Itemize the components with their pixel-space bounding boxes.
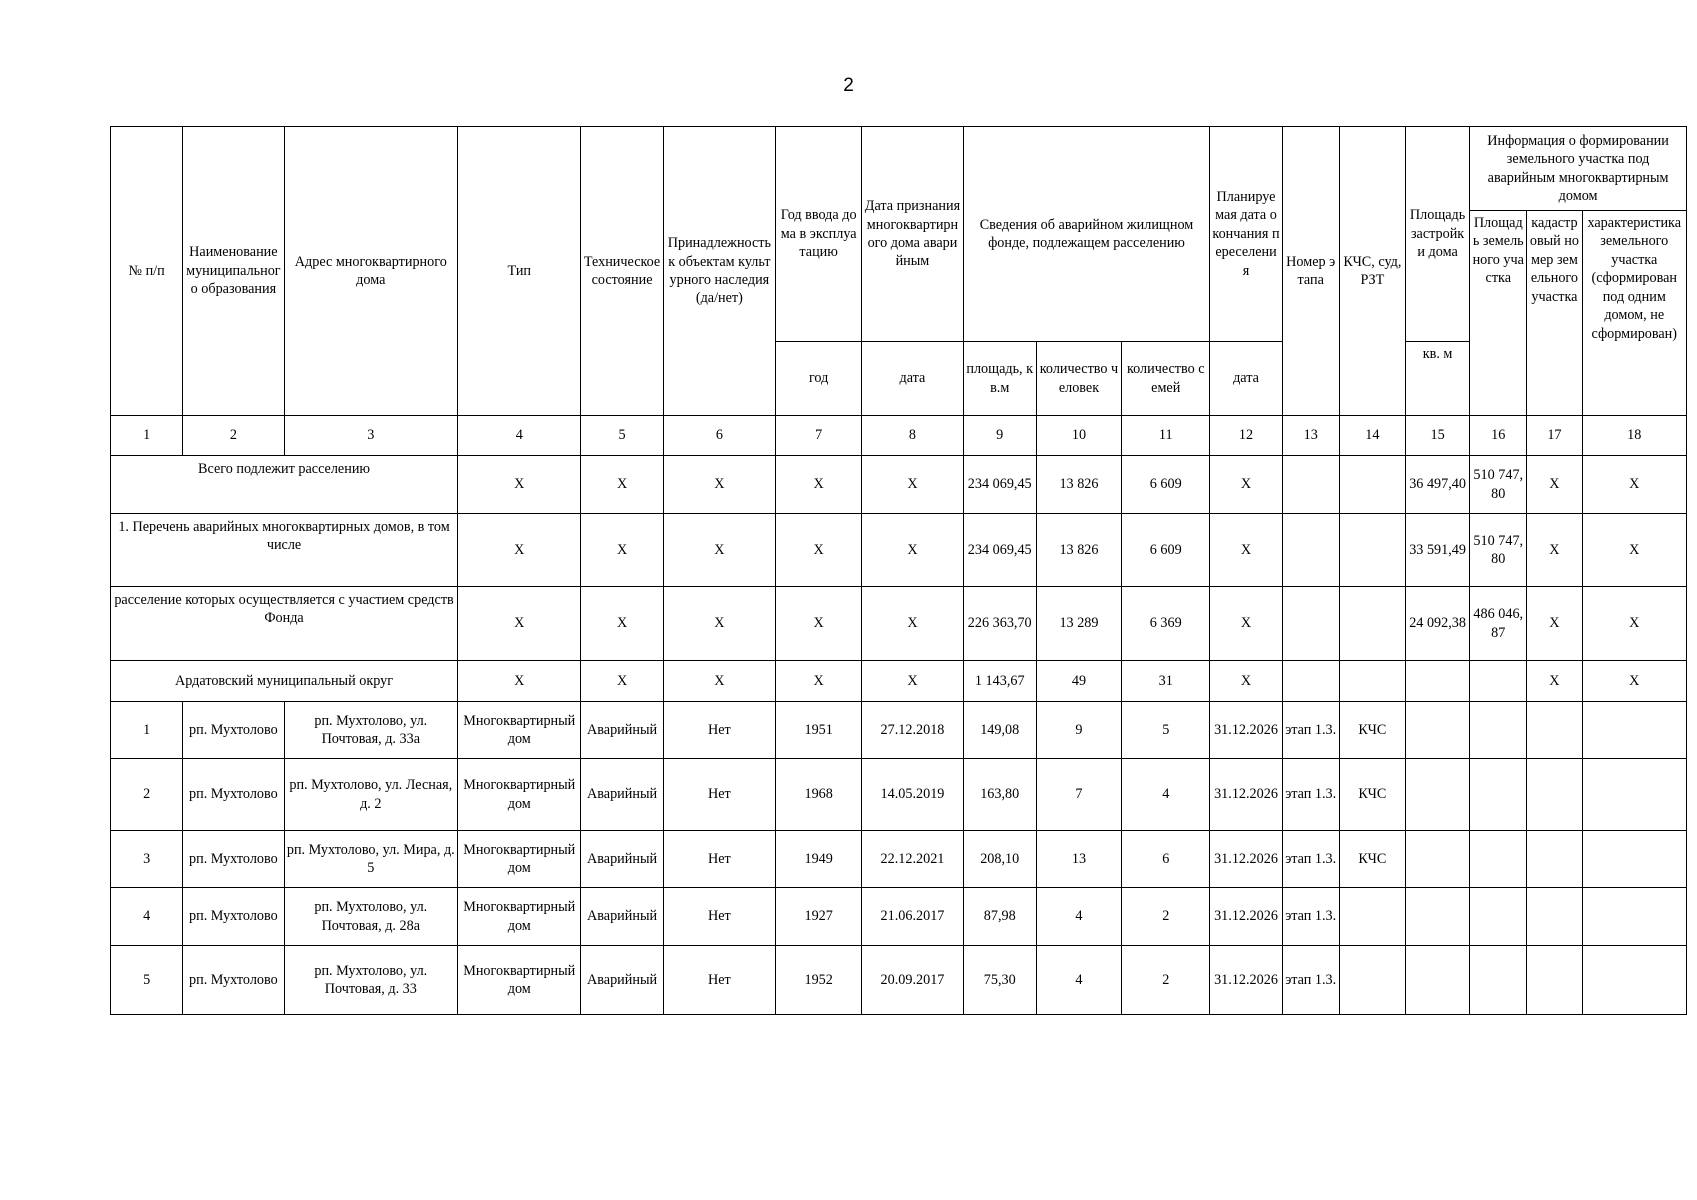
type-cell: Многоквартирный дом (458, 831, 581, 888)
address-cell: рп. Мухтолово, ул. Почтовая, д. 33 (284, 946, 458, 1015)
summary-cell-c11: 6 369 (1122, 587, 1210, 661)
header-building-area: Площадь застройки дома (1405, 127, 1469, 342)
header-resettlement-group: Сведения об аварийном жилищном фонде, подлежащем расселению (963, 127, 1210, 342)
building-area-cell (1405, 702, 1469, 759)
kchs-cell: КЧС (1339, 831, 1405, 888)
summary-cell-c11: 6 609 (1122, 456, 1210, 514)
stage-cell: этап 1.3. (1282, 759, 1339, 831)
building-area-cell (1405, 946, 1469, 1015)
emergency-date-cell: 14.05.2019 (862, 759, 963, 831)
column-number: 7 (776, 416, 862, 456)
header-land-area: Площадь земельного участка (1470, 211, 1527, 416)
families-cell: 4 (1122, 759, 1210, 831)
header-planned-end-date: Планируемая дата окончания переселения (1210, 127, 1282, 342)
summary-cell-c15: 33 591,49 (1405, 514, 1469, 587)
summary-cell-c9: 234 069,45 (963, 456, 1036, 514)
cadastral-cell (1527, 888, 1582, 946)
table-row (111, 759, 1687, 831)
people-cell: 4 (1036, 946, 1121, 1015)
summary-cell-c8: Х (862, 661, 963, 702)
land-area-cell (1470, 946, 1527, 1015)
municipality-cell: рп. Мухтолово (183, 702, 284, 759)
heritage-cell: Нет (663, 759, 775, 831)
kchs-cell (1339, 888, 1405, 946)
year-cell: 1968 (776, 759, 862, 831)
summary-cell-c9: 226 363,70 (963, 587, 1036, 661)
year-cell: 1951 (776, 702, 862, 759)
people-cell: 13 (1036, 831, 1121, 888)
summary-cell-c6: Х (663, 587, 775, 661)
summary-cell-c13 (1282, 514, 1339, 587)
state-cell: Аварийный (581, 888, 663, 946)
summary-row (111, 661, 1687, 702)
land-area-cell (1470, 888, 1527, 946)
summary-cell-c12: Х (1210, 587, 1282, 661)
stage-cell: этап 1.3. (1282, 946, 1339, 1015)
summary-cell-c6: Х (663, 514, 775, 587)
municipality-cell: рп. Мухтолово (183, 831, 284, 888)
heritage-cell: Нет (663, 702, 775, 759)
state-cell: Аварийный (581, 759, 663, 831)
summary-cell-c11: 31 (1122, 661, 1210, 702)
column-number-row (111, 416, 1687, 456)
header-heritage: Принадлежность к объектам культурного наследия (да/нет) (663, 127, 775, 416)
summary-cell-c13 (1282, 456, 1339, 514)
summary-cell-c17: Х (1527, 587, 1582, 661)
header-stage: Номер этапа (1282, 127, 1339, 416)
summary-cell-c6: Х (663, 456, 775, 514)
building-area-cell (1405, 888, 1469, 946)
summary-cell-c17: Х (1527, 514, 1582, 587)
summary-cell-c8: Х (862, 456, 963, 514)
column-number: 17 (1527, 416, 1582, 456)
subheader-families: количество семей (1122, 342, 1210, 416)
column-number: 10 (1036, 416, 1121, 456)
header-type: Тип (458, 127, 581, 416)
header-emergency-date: Дата признания многоквартирного дома аварийным (862, 127, 963, 342)
summary-row (111, 587, 1687, 661)
column-number: 16 (1470, 416, 1527, 456)
emergency-housing-table (110, 126, 1687, 1015)
summary-cell-c13 (1282, 587, 1339, 661)
end-date-cell: 31.12.2026 (1210, 888, 1282, 946)
summary-cell-c14 (1339, 456, 1405, 514)
families-cell: 6 (1122, 831, 1210, 888)
column-number: 15 (1405, 416, 1469, 456)
header-kchs: КЧС, суд, РЗТ (1339, 127, 1405, 416)
summary-cell-c18: Х (1582, 456, 1686, 514)
column-number: 14 (1339, 416, 1405, 456)
summary-cell-c9: 234 069,45 (963, 514, 1036, 587)
address-cell: рп. Мухтолово, ул. Почтовая, д. 33а (284, 702, 458, 759)
land-characteristic-cell (1582, 946, 1686, 1015)
row-number: 4 (111, 888, 183, 946)
summary-cell-c7: Х (776, 587, 862, 661)
page-number: 2 (843, 75, 854, 96)
state-cell: Аварийный (581, 831, 663, 888)
header-year-built: Год ввода дома в эксплуатацию (776, 127, 862, 342)
subheader-date: дата (862, 342, 963, 416)
column-number: 6 (663, 416, 775, 456)
summary-cell-c4: Х (458, 661, 581, 702)
families-cell: 2 (1122, 946, 1210, 1015)
row-number: 3 (111, 831, 183, 888)
subheader-sq-m: кв. м (1405, 342, 1469, 416)
column-number: 12 (1210, 416, 1282, 456)
header-municipality: Наименование муниципального образования (183, 127, 284, 416)
summary-label: 1. Перечень аварийных многоквартирных домов, в том числе (111, 514, 458, 587)
table-row (111, 702, 1687, 759)
area-cell: 75,30 (963, 946, 1036, 1015)
header-land-plot-group: Информация о формировании земельного участка под аварийным многоквартирным домом (1470, 127, 1687, 211)
area-cell: 149,08 (963, 702, 1036, 759)
land-area-cell (1470, 759, 1527, 831)
summary-label: Ардатовский муниципальный округ (111, 661, 458, 702)
table-row (111, 831, 1687, 888)
building-area-cell (1405, 831, 1469, 888)
header-address: Адрес многоквартирного дома (284, 127, 458, 416)
summary-label: расселение которых осуществляется с участием средств Фонда (111, 587, 458, 661)
summary-cell-c5: Х (581, 587, 663, 661)
summary-cell-c12: Х (1210, 661, 1282, 702)
summary-cell-c4: Х (458, 514, 581, 587)
table-row (111, 888, 1687, 946)
land-characteristic-cell (1582, 759, 1686, 831)
summary-cell-c7: Х (776, 514, 862, 587)
cadastral-cell (1527, 702, 1582, 759)
summary-cell-c17: Х (1527, 661, 1582, 702)
type-cell: Многоквартирный дом (458, 946, 581, 1015)
municipality-cell: рп. Мухтолово (183, 888, 284, 946)
end-date-cell: 31.12.2026 (1210, 702, 1282, 759)
land-characteristic-cell (1582, 702, 1686, 759)
cadastral-cell (1527, 759, 1582, 831)
land-area-cell (1470, 702, 1527, 759)
subheader-year: год (776, 342, 862, 416)
state-cell: Аварийный (581, 946, 663, 1015)
summary-cell-c7: Х (776, 661, 862, 702)
summary-cell-c9: 1 143,67 (963, 661, 1036, 702)
summary-cell-c11: 6 609 (1122, 514, 1210, 587)
kchs-cell: КЧС (1339, 702, 1405, 759)
year-cell: 1927 (776, 888, 862, 946)
subheader-area: площадь, кв.м (963, 342, 1036, 416)
land-characteristic-cell (1582, 888, 1686, 946)
type-cell: Многоквартирный дом (458, 888, 581, 946)
end-date-cell: 31.12.2026 (1210, 831, 1282, 888)
people-cell: 7 (1036, 759, 1121, 831)
summary-cell-c15 (1405, 661, 1469, 702)
column-number: 11 (1122, 416, 1210, 456)
year-cell: 1952 (776, 946, 862, 1015)
summary-cell-c10: 49 (1036, 661, 1121, 702)
row-number: 1 (111, 702, 183, 759)
column-number: 1 (111, 416, 183, 456)
column-number: 13 (1282, 416, 1339, 456)
area-cell: 208,10 (963, 831, 1036, 888)
area-cell: 163,80 (963, 759, 1036, 831)
emergency-date-cell: 21.06.2017 (862, 888, 963, 946)
emergency-date-cell: 22.12.2021 (862, 831, 963, 888)
end-date-cell: 31.12.2026 (1210, 946, 1282, 1015)
summary-cell-c16 (1470, 661, 1527, 702)
emergency-date-cell: 27.12.2018 (862, 702, 963, 759)
summary-cell-c18: Х (1582, 514, 1686, 587)
header-tech-state: Техническое состояние (581, 127, 663, 416)
address-cell: рп. Мухтолово, ул. Лесная, д. 2 (284, 759, 458, 831)
kchs-cell (1339, 946, 1405, 1015)
end-date-cell: 31.12.2026 (1210, 759, 1282, 831)
column-number: 3 (284, 416, 458, 456)
emergency-date-cell: 20.09.2017 (862, 946, 963, 1015)
column-number: 5 (581, 416, 663, 456)
type-cell: Многоквартирный дом (458, 759, 581, 831)
summary-cell-c5: Х (581, 456, 663, 514)
summary-cell-c15: 24 092,38 (1405, 587, 1469, 661)
summary-cell-c10: 13 826 (1036, 456, 1121, 514)
summary-cell-c5: Х (581, 661, 663, 702)
column-number: 9 (963, 416, 1036, 456)
families-cell: 5 (1122, 702, 1210, 759)
heritage-cell: Нет (663, 888, 775, 946)
summary-cell-c12: Х (1210, 514, 1282, 587)
summary-cell-c5: Х (581, 514, 663, 587)
summary-cell-c14 (1339, 587, 1405, 661)
area-cell: 87,98 (963, 888, 1036, 946)
column-number: 4 (458, 416, 581, 456)
summary-cell-c6: Х (663, 661, 775, 702)
summary-cell-c14 (1339, 661, 1405, 702)
row-number: 5 (111, 946, 183, 1015)
column-number: 18 (1582, 416, 1686, 456)
summary-cell-c15: 36 497,40 (1405, 456, 1469, 514)
address-cell: рп. Мухтолово, ул. Мира, д. 5 (284, 831, 458, 888)
summary-cell-c8: Х (862, 514, 963, 587)
summary-cell-c18: Х (1582, 587, 1686, 661)
heritage-cell: Нет (663, 946, 775, 1015)
type-cell: Многоквартирный дом (458, 702, 581, 759)
column-number: 2 (183, 416, 284, 456)
column-number: 8 (862, 416, 963, 456)
summary-label: Всего подлежит расселению (111, 456, 458, 514)
summary-cell-c13 (1282, 661, 1339, 702)
land-characteristic-cell (1582, 831, 1686, 888)
families-cell: 2 (1122, 888, 1210, 946)
heritage-cell: Нет (663, 831, 775, 888)
summary-row (111, 514, 1687, 587)
subheader-end-date: дата (1210, 342, 1282, 416)
municipality-cell: рп. Мухтолово (183, 759, 284, 831)
summary-cell-c4: Х (458, 456, 581, 514)
table-row (111, 946, 1687, 1015)
stage-cell: этап 1.3. (1282, 702, 1339, 759)
summary-cell-c4: Х (458, 587, 581, 661)
header-number: № п/п (111, 127, 183, 416)
summary-cell-c16: 510 747,80 (1470, 456, 1527, 514)
subheader-people: количество человек (1036, 342, 1121, 416)
municipality-cell: рп. Мухтолово (183, 946, 284, 1015)
land-area-cell (1470, 831, 1527, 888)
summary-cell-c12: Х (1210, 456, 1282, 514)
summary-cell-c14 (1339, 514, 1405, 587)
address-cell: рп. Мухтолово, ул. Почтовая, д. 28а (284, 888, 458, 946)
header-land-characteristic: характеристика земельного участка (сформирован под одним домом, не сформирован) (1582, 211, 1686, 416)
summary-cell-c8: Х (862, 587, 963, 661)
summary-row (111, 456, 1687, 514)
summary-cell-c17: Х (1527, 456, 1582, 514)
summary-cell-c10: 13 289 (1036, 587, 1121, 661)
cadastral-cell (1527, 946, 1582, 1015)
people-cell: 9 (1036, 702, 1121, 759)
people-cell: 4 (1036, 888, 1121, 946)
summary-cell-c7: Х (776, 456, 862, 514)
kchs-cell: КЧС (1339, 759, 1405, 831)
cadastral-cell (1527, 831, 1582, 888)
summary-cell-c18: Х (1582, 661, 1686, 702)
state-cell: Аварийный (581, 702, 663, 759)
row-number: 2 (111, 759, 183, 831)
stage-cell: этап 1.3. (1282, 831, 1339, 888)
summary-cell-c16: 510 747,80 (1470, 514, 1527, 587)
summary-cell-c16: 486 046,87 (1470, 587, 1527, 661)
summary-cell-c10: 13 826 (1036, 514, 1121, 587)
year-cell: 1949 (776, 831, 862, 888)
building-area-cell (1405, 759, 1469, 831)
header-cadastral-number: кадастровый номер земельного участка (1527, 211, 1582, 416)
stage-cell: этап 1.3. (1282, 888, 1339, 946)
